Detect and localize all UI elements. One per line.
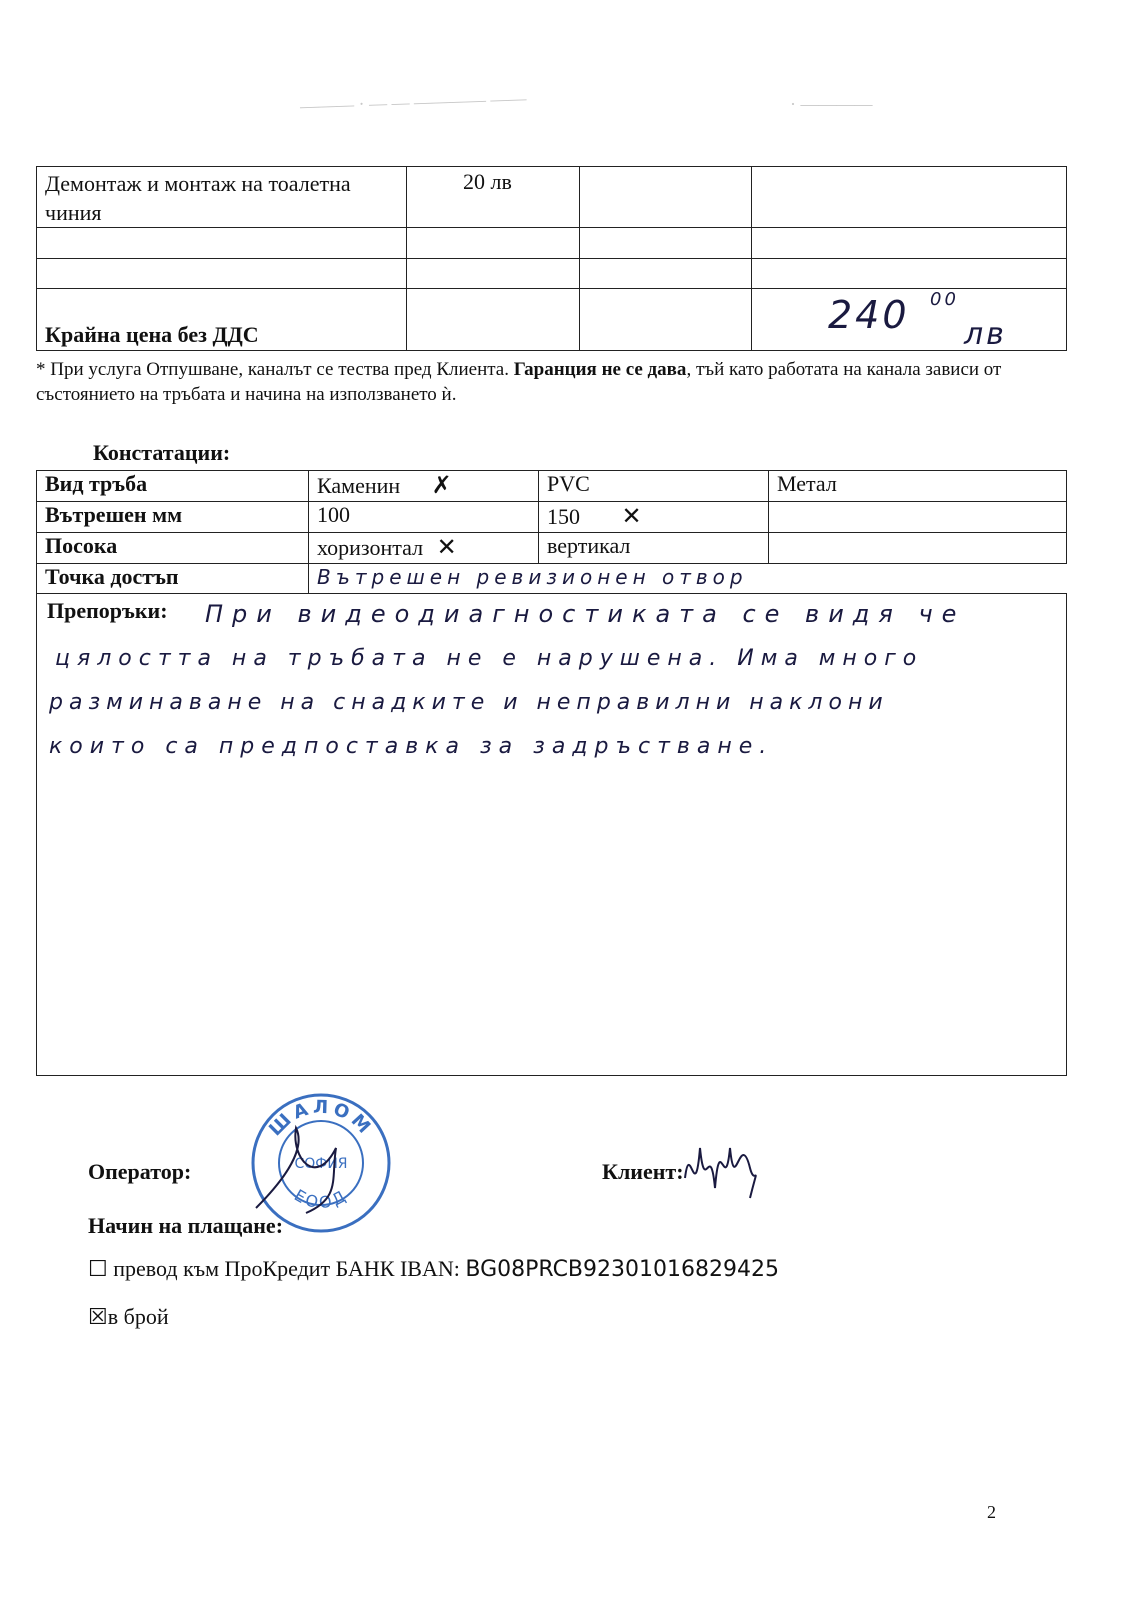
option-text: хоризонтал xyxy=(317,535,424,560)
recommendations-cell xyxy=(37,594,1067,1076)
access-point-handwriting: Вътрешен ревизионен отвор xyxy=(317,565,748,589)
table-row xyxy=(37,502,1067,533)
price-cell: 20 лв xyxy=(407,167,580,228)
option-text: Каменин xyxy=(317,473,401,498)
recommendations-line: цялостта на тръбата не е нарушена. Има много xyxy=(55,646,924,671)
price-table xyxy=(36,166,1067,351)
option-cell xyxy=(769,502,1067,533)
table-row xyxy=(37,259,1067,289)
stamp-top-text: ШАЛОМ xyxy=(265,1096,377,1141)
table-row xyxy=(37,471,1067,502)
option-cell: 100 xyxy=(309,502,539,533)
table-row xyxy=(37,533,1067,564)
row-label: Вид тръба xyxy=(37,471,309,502)
table-row xyxy=(37,167,1067,228)
page-number: 2 xyxy=(987,1502,996,1522)
bleed-through-text: · ———— xyxy=(790,94,873,114)
table-row xyxy=(37,228,1067,259)
recommendations-label: Препоръки: xyxy=(47,598,168,623)
findings-table xyxy=(36,470,1067,1076)
option-cell: Метал xyxy=(769,471,1067,502)
option-text: 150 xyxy=(547,504,580,529)
total-row xyxy=(37,289,1067,351)
option-cell xyxy=(539,471,769,502)
row-label: Вътрешен мм xyxy=(37,502,309,533)
service-cell: Демонтаж и монтаж на тоалетна чиния xyxy=(37,167,407,228)
option-cell xyxy=(309,533,539,564)
table-row xyxy=(37,564,1067,594)
option-text: PVC xyxy=(547,471,590,496)
note-bold-text: Гаранция не се дава xyxy=(513,359,687,380)
empty-cell xyxy=(752,228,1067,259)
row-label: Посока xyxy=(37,533,309,564)
client-signature xyxy=(680,1118,770,1218)
operator-label: Оператор: xyxy=(88,1159,192,1184)
svg-text:ЕООД xyxy=(291,1186,351,1213)
findings-title: Констатации: xyxy=(93,440,231,465)
service-note xyxy=(36,357,1006,407)
payment-option-label: в брой xyxy=(107,1304,169,1329)
handwritten-mark: ✗ xyxy=(431,471,452,499)
stamp-middle-text: СОФИЯ xyxy=(294,1156,348,1172)
option-cell xyxy=(309,471,539,502)
total-value-cents: 00 xyxy=(930,289,959,310)
svg-text:ШАЛОМ xyxy=(265,1097,377,1141)
handwritten-mark: ✕ xyxy=(621,502,642,530)
empty-cell xyxy=(407,289,580,351)
option-cell xyxy=(539,502,769,533)
bleed-through-text: ——— · — — ———— —— xyxy=(299,88,527,116)
iban-value: BG08PRCB92301016829425 xyxy=(465,1257,779,1282)
option-cell: вертикал xyxy=(539,533,769,564)
note-text: , тъй като работата на канала зависи от състоянието на тръбата и начина на използването ѝ. xyxy=(36,359,1002,405)
empty-cell xyxy=(752,259,1067,289)
option-cell xyxy=(769,533,1067,564)
row-label: Точка достъп xyxy=(37,564,309,594)
access-point-value xyxy=(309,564,1067,594)
empty-cell xyxy=(580,228,752,259)
empty-cell xyxy=(580,289,752,351)
stamp-bottom-text: ЕООД xyxy=(290,1185,352,1213)
empty-cell xyxy=(580,167,752,228)
price-cell xyxy=(407,259,580,289)
total-value: 240 xyxy=(828,293,910,337)
recommendations-line: разминаване на снадките и неправилни наклони xyxy=(49,690,889,715)
total-currency: лв xyxy=(964,317,1007,352)
checkbox-empty-icon[interactable]: ☐ xyxy=(88,1257,108,1282)
handwritten-mark: ✕ xyxy=(436,533,457,561)
recommendations-line: При видеодиагностиката се видя че xyxy=(205,600,966,628)
total-label: Крайна цена без ДДС xyxy=(37,289,407,351)
recommendations-row xyxy=(37,594,1067,1076)
empty-cell xyxy=(752,167,1067,228)
total-value-cell xyxy=(752,289,1067,351)
service-cell xyxy=(37,259,407,289)
payment-option-transfer[interactable] xyxy=(88,1256,779,1282)
empty-cell xyxy=(580,259,752,289)
payment-option-label: превод към ПроКредит БАНК IBAN: xyxy=(113,1256,466,1281)
price-cell xyxy=(407,228,580,259)
client-label: Клиент: xyxy=(602,1159,684,1184)
recommendations-line: които са предпоставка за задръстване. xyxy=(49,734,774,759)
payment-title: Начин на плащане: xyxy=(88,1213,284,1238)
service-cell xyxy=(37,228,407,259)
checkbox-checked-icon[interactable]: ☒ xyxy=(88,1305,108,1330)
note-text: * При услуга Отпушване, каналът се тества пред Клиента. xyxy=(36,359,514,380)
payment-option-cash[interactable] xyxy=(88,1304,169,1330)
